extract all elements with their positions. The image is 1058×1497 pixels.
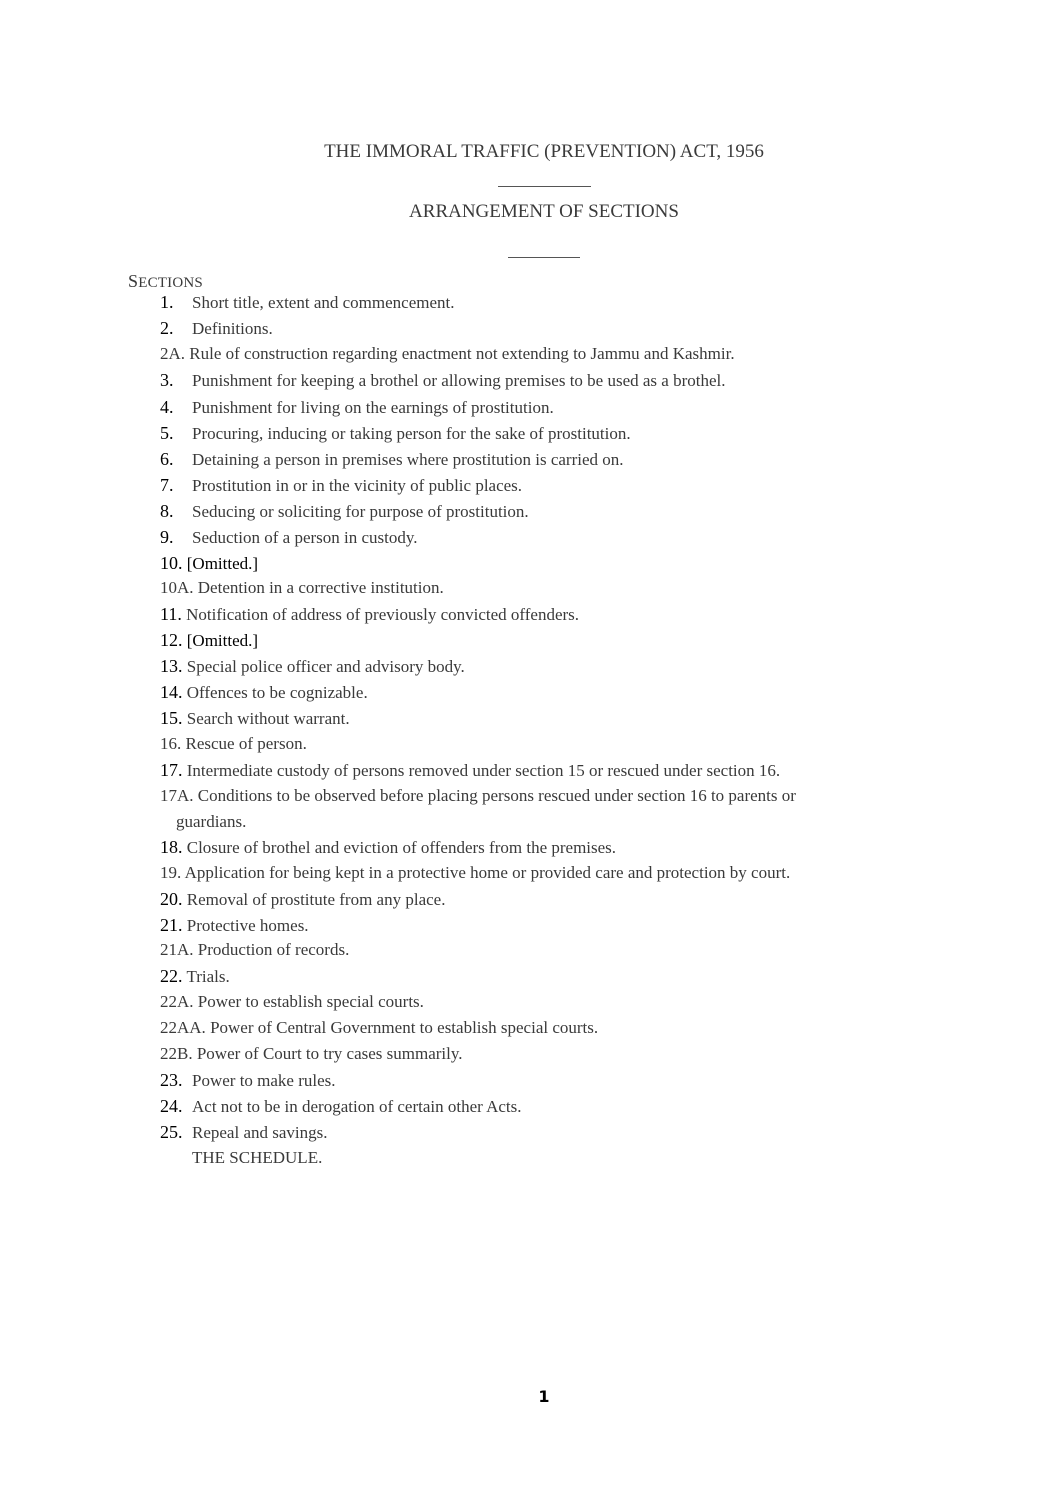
section-number: 19. bbox=[160, 863, 182, 882]
section-number: 22A. bbox=[160, 992, 194, 1011]
list-item bbox=[160, 965, 230, 988]
list-item bbox=[160, 291, 454, 314]
section-title: Act not to be in derogation of certain other Acts. bbox=[192, 1097, 522, 1116]
list-item bbox=[160, 759, 780, 782]
section-number: 20. bbox=[160, 889, 183, 909]
section-number: 6. bbox=[160, 449, 174, 469]
list-item bbox=[160, 914, 309, 937]
section-title: Seduction of a person in custody. bbox=[192, 528, 418, 547]
section-title: Production of records. bbox=[197, 940, 350, 959]
section-number: 13. bbox=[160, 656, 183, 676]
section-title: Offences to be cognizable. bbox=[186, 683, 368, 702]
section-title: Search without warrant. bbox=[186, 709, 350, 728]
heading-underline bbox=[508, 257, 580, 258]
section-title: Conditions to be observed before placing persons rescued under section 16 to parents or bbox=[197, 786, 796, 805]
act-title: THE IMMORAL TRAFFIC (PREVENTION) ACT, 1956 bbox=[324, 141, 764, 162]
section-number: 1. bbox=[160, 292, 174, 312]
section-title: Repeal and savings. bbox=[192, 1123, 328, 1142]
section-number: 10. bbox=[160, 553, 183, 573]
section-number: 21A. bbox=[160, 940, 194, 959]
list-item bbox=[160, 317, 273, 340]
list-item bbox=[160, 733, 307, 755]
list-item-continuation bbox=[176, 811, 246, 833]
list-item bbox=[160, 552, 258, 575]
section-number: 25. bbox=[160, 1122, 183, 1142]
list-item bbox=[160, 396, 554, 419]
list-item bbox=[160, 369, 726, 392]
section-number: 15. bbox=[160, 708, 183, 728]
list-item bbox=[160, 1069, 336, 1092]
sections-label bbox=[128, 271, 203, 292]
section-number: 5. bbox=[160, 423, 174, 443]
section-title: Seducing or soliciting for purpose of prostitution. bbox=[192, 502, 529, 521]
list-item bbox=[160, 526, 418, 549]
section-number: 14. bbox=[160, 682, 183, 702]
list-item bbox=[160, 422, 631, 445]
list-item bbox=[160, 629, 258, 652]
section-title: Protective homes. bbox=[186, 916, 309, 935]
section-number: 24. bbox=[160, 1096, 183, 1116]
list-item bbox=[160, 577, 444, 599]
section-title: Trials. bbox=[186, 967, 230, 986]
section-title: Rule of construction regarding enactment not extending to Jammu and Kashmir. bbox=[189, 344, 735, 363]
section-title: [Omitted.] bbox=[186, 554, 259, 573]
section-number: 9. bbox=[160, 527, 174, 547]
sections-label-rest: ECTIONS bbox=[138, 275, 203, 291]
section-number: 2. bbox=[160, 318, 174, 338]
page-number: 1 bbox=[538, 1387, 550, 1406]
list-item bbox=[160, 785, 796, 807]
section-title: Removal of prostitute from any place. bbox=[186, 890, 446, 909]
section-title: Closure of brothel and eviction of offenders from the premises. bbox=[186, 838, 617, 857]
section-number: 4. bbox=[160, 397, 174, 417]
section-number: 22AA. bbox=[160, 1018, 206, 1037]
list-item bbox=[160, 500, 529, 523]
list-item bbox=[160, 707, 350, 730]
section-number: 17A. bbox=[160, 786, 194, 805]
section-title: [Omitted.] bbox=[186, 631, 259, 650]
title-underline bbox=[498, 186, 591, 187]
section-number: 23. bbox=[160, 1070, 183, 1090]
section-title: Special police officer and advisory body. bbox=[186, 657, 465, 676]
section-number: 22. bbox=[160, 966, 183, 986]
list-item bbox=[160, 862, 790, 884]
list-item bbox=[160, 836, 616, 859]
section-title: Intermediate custody of persons removed under section 15 or rescued under section 16. bbox=[186, 761, 781, 780]
section-title: Power of Central Government to establish special courts. bbox=[210, 1018, 599, 1037]
sections-label-initial: S bbox=[128, 271, 139, 291]
list-item bbox=[160, 1095, 522, 1118]
section-number: 16. bbox=[160, 734, 182, 753]
section-title: Punishment for keeping a brothel or allowing premises to be used as a brothel. bbox=[192, 371, 726, 390]
list-item bbox=[160, 681, 368, 704]
section-title: Power to make rules. bbox=[192, 1071, 336, 1090]
list-item bbox=[160, 1043, 463, 1065]
section-title: Detaining a person in premises where prostitution is carried on. bbox=[192, 450, 624, 469]
section-number: 10A. bbox=[160, 578, 194, 597]
section-number: 3. bbox=[160, 370, 174, 390]
section-number: 11. bbox=[160, 604, 182, 624]
list-item bbox=[160, 939, 349, 961]
list-item bbox=[160, 991, 424, 1013]
list-item bbox=[160, 474, 522, 497]
section-title: Rescue of person. bbox=[185, 734, 307, 753]
section-title: Punishment for living on the earnings of prostitution. bbox=[192, 398, 554, 417]
section-number: 21. bbox=[160, 915, 183, 935]
list-item bbox=[160, 343, 735, 365]
schedule-entry bbox=[192, 1147, 322, 1169]
section-title: Short title, extent and commencement. bbox=[192, 293, 455, 312]
section-title: Prostitution in or in the vicinity of public places. bbox=[192, 476, 523, 495]
list-item bbox=[160, 448, 624, 471]
schedule-title: THE SCHEDULE. bbox=[192, 1148, 323, 1167]
section-number: 8. bbox=[160, 501, 174, 521]
list-item bbox=[160, 655, 465, 678]
section-number: 18. bbox=[160, 837, 183, 857]
section-title: Notification of address of previously convicted offenders. bbox=[186, 605, 580, 624]
section-number: 12. bbox=[160, 630, 183, 650]
list-item bbox=[160, 603, 579, 626]
section-title: Detention in a corrective institution. bbox=[197, 578, 444, 597]
section-number: 22B. bbox=[160, 1044, 193, 1063]
section-number: 7. bbox=[160, 475, 174, 495]
list-item bbox=[160, 1121, 328, 1144]
section-title: Power of Court to try cases summarily. bbox=[196, 1044, 463, 1063]
list-item bbox=[160, 888, 445, 911]
list-item bbox=[160, 1017, 598, 1039]
section-title-continuation: guardians. bbox=[176, 812, 247, 831]
section-number: 17. bbox=[160, 760, 183, 780]
section-title: Definitions. bbox=[192, 319, 273, 338]
section-number: 2A. bbox=[160, 344, 186, 363]
section-title: Procuring, inducing or taking person for the sake of prostitution. bbox=[192, 424, 631, 443]
arrangement-heading: ARRANGEMENT OF SECTIONS bbox=[409, 201, 679, 222]
section-title: Application for being kept in a protective home or provided care and protection by court. bbox=[184, 863, 791, 882]
section-title: Power to establish special courts. bbox=[197, 992, 424, 1011]
